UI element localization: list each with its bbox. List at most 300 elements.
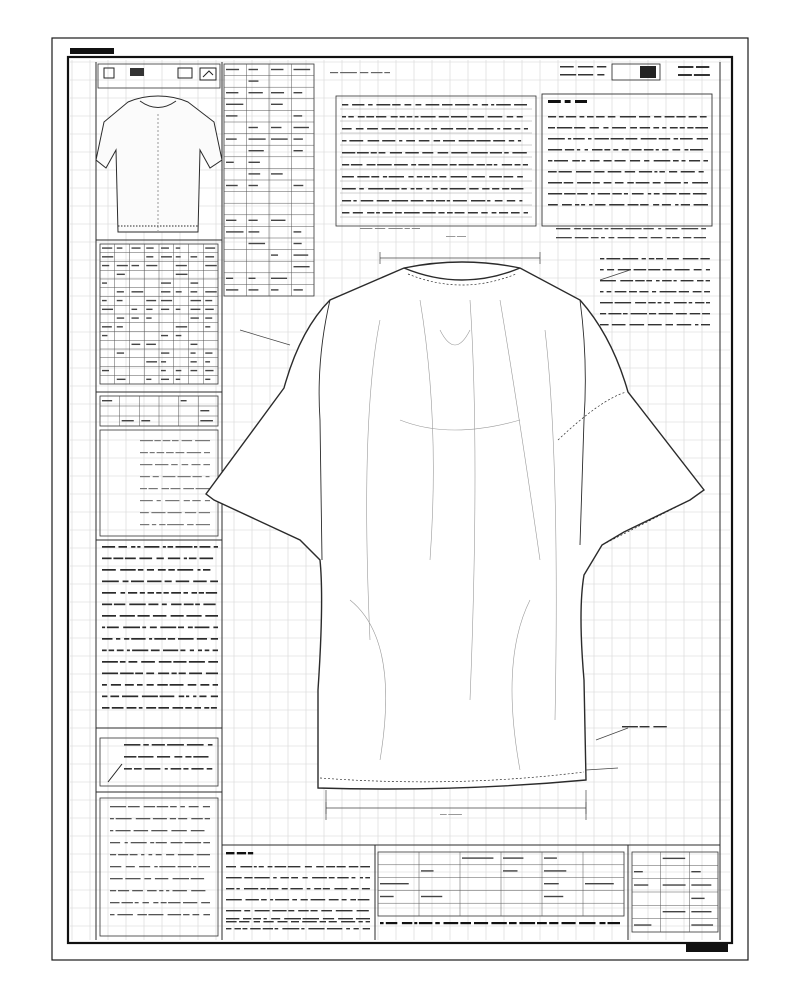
table-cell-mark	[132, 317, 139, 318]
text-mark	[338, 918, 353, 919]
text-mark	[630, 324, 645, 325]
text-mark	[418, 164, 429, 166]
text-mark	[150, 627, 157, 629]
text-mark	[366, 921, 370, 922]
text-mark	[267, 888, 278, 889]
text-mark	[706, 280, 710, 281]
text-mark	[303, 877, 308, 878]
text-mark	[639, 171, 652, 173]
text-mark	[176, 581, 190, 583]
text-mark	[654, 160, 671, 162]
text-mark	[448, 814, 462, 815]
text-mark	[662, 204, 671, 206]
table-cell-mark	[294, 231, 302, 232]
text-mark	[554, 160, 568, 162]
text-mark	[577, 193, 588, 195]
text-mark	[509, 140, 514, 142]
text-mark	[611, 228, 623, 229]
text-mark	[192, 500, 200, 501]
text-mark	[162, 604, 167, 606]
text-mark	[186, 696, 189, 698]
text-mark	[556, 228, 570, 229]
text-mark	[654, 171, 657, 173]
text-mark	[112, 707, 124, 709]
table-cell-mark	[117, 265, 128, 266]
text-mark	[702, 313, 710, 314]
text-mark	[147, 581, 161, 583]
text-mark	[600, 313, 606, 314]
table-cell-mark	[663, 911, 686, 912]
table-cell-mark	[271, 92, 284, 93]
text-mark	[672, 237, 679, 238]
table-cell-mark	[226, 162, 234, 163]
text-mark	[360, 228, 372, 229]
text-mark	[110, 806, 126, 807]
text-mark	[148, 592, 155, 594]
text-mark	[634, 269, 647, 270]
text-mark	[504, 176, 514, 178]
table-cell-mark	[161, 379, 169, 380]
table-cell-mark	[191, 361, 197, 362]
text-mark	[581, 204, 585, 206]
text-mark	[524, 212, 528, 214]
text-mark	[384, 72, 390, 73]
table-cell-mark	[102, 300, 107, 301]
text-mark	[326, 866, 335, 867]
text-mark	[439, 176, 446, 178]
table-cell-mark	[691, 871, 700, 872]
text-mark	[425, 128, 430, 130]
text-mark	[226, 910, 241, 911]
measurement-table-a	[224, 64, 314, 296]
text-mark	[618, 237, 635, 238]
text-mark	[192, 592, 198, 594]
text-mark	[607, 291, 612, 292]
text-mark	[604, 149, 610, 151]
text-mark	[191, 830, 205, 831]
text-mark	[128, 592, 137, 594]
table-cell-mark	[205, 361, 210, 362]
text-mark	[548, 127, 555, 129]
text-mark	[388, 228, 402, 229]
text-mark	[653, 726, 666, 727]
text-mark	[144, 878, 151, 879]
table-cell-mark	[205, 300, 212, 301]
text-mark	[127, 650, 130, 652]
text-mark	[136, 818, 151, 819]
text-mark	[291, 877, 298, 878]
table-cell-mark	[102, 256, 113, 257]
text-mark	[519, 922, 535, 924]
text-mark	[444, 922, 459, 924]
text-mark	[183, 902, 197, 903]
text-mark	[168, 638, 175, 640]
text-mark	[179, 673, 186, 675]
text-mark	[214, 546, 218, 548]
text-mark	[392, 104, 400, 106]
text-mark	[122, 696, 138, 698]
text-mark	[416, 188, 422, 190]
text-mark	[194, 546, 197, 548]
text-mark	[367, 164, 376, 166]
table-cell-mark	[132, 291, 144, 292]
text-mark	[185, 707, 191, 709]
text-mark	[433, 188, 438, 190]
text-mark	[301, 928, 304, 929]
text-mark	[178, 866, 192, 867]
text-mark	[548, 116, 556, 118]
text-mark	[609, 237, 615, 238]
text-mark	[163, 440, 171, 441]
text-mark	[129, 661, 138, 663]
text-mark	[639, 237, 648, 238]
text-mark	[139, 707, 143, 709]
text-mark	[154, 866, 157, 867]
table-cell-mark	[249, 69, 258, 70]
table-cell-mark	[226, 138, 237, 139]
text-mark	[270, 899, 273, 900]
text-mark	[630, 160, 640, 162]
table-cell-mark	[102, 370, 109, 371]
table-cell-mark	[176, 309, 181, 310]
text-mark	[131, 842, 147, 843]
text-mark	[360, 72, 368, 73]
text-mark	[173, 890, 187, 891]
text-mark	[377, 200, 389, 202]
text-mark	[177, 569, 193, 571]
text-mark	[172, 673, 177, 675]
text-mark	[184, 592, 189, 594]
text-mark	[612, 324, 626, 325]
text-mark	[615, 160, 626, 162]
text-mark	[664, 182, 681, 184]
text-mark	[678, 66, 693, 68]
text-mark	[665, 116, 675, 118]
text-mark	[349, 866, 359, 867]
table-cell-mark	[141, 420, 150, 421]
text-mark	[380, 922, 384, 924]
text-mark	[689, 302, 693, 303]
text-mark	[178, 476, 191, 477]
text-mark	[585, 149, 588, 151]
text-mark	[362, 888, 370, 889]
text-mark	[442, 104, 453, 106]
left-header-icon-b	[130, 68, 144, 76]
table-cell-mark	[544, 883, 559, 884]
text-mark	[562, 922, 576, 924]
text-mark	[188, 684, 197, 686]
text-mark	[495, 200, 503, 202]
text-mark	[625, 171, 635, 173]
text-mark	[656, 280, 660, 281]
text-mark	[102, 673, 118, 675]
table-cell-mark	[226, 69, 239, 70]
text-mark	[594, 171, 604, 173]
text-mark	[200, 558, 214, 560]
text-mark	[311, 910, 318, 911]
table-cell-mark	[146, 265, 157, 266]
text-mark	[237, 852, 246, 854]
text-mark	[200, 684, 209, 686]
table-cell-mark	[146, 309, 152, 310]
text-mark	[669, 171, 677, 173]
text-mark	[363, 928, 370, 929]
text-mark	[137, 546, 140, 548]
text-mark	[648, 302, 655, 303]
text-mark	[178, 854, 194, 855]
text-mark	[152, 524, 156, 525]
text-mark	[368, 188, 383, 190]
text-mark	[102, 707, 110, 709]
text-mark	[271, 918, 280, 919]
text-mark	[226, 866, 236, 867]
text-mark	[110, 830, 113, 831]
text-mark	[307, 888, 311, 889]
text-mark	[681, 228, 698, 229]
table-cell-mark	[226, 289, 238, 290]
text-mark	[342, 116, 346, 118]
text-mark	[504, 152, 509, 154]
table-cell-mark	[226, 104, 243, 105]
text-mark	[211, 707, 217, 709]
text-mark	[682, 160, 686, 162]
text-mark	[632, 193, 644, 195]
text-mark	[683, 258, 699, 259]
text-mark	[656, 149, 659, 151]
text-mark	[243, 918, 251, 919]
text-mark	[684, 182, 688, 184]
text-mark	[408, 176, 413, 178]
text-mark	[487, 200, 490, 202]
text-mark	[471, 152, 488, 154]
text-mark	[178, 627, 184, 629]
text-mark	[124, 638, 129, 640]
text-mark	[349, 140, 363, 142]
table-cell-mark	[181, 400, 187, 401]
text-mark	[208, 744, 213, 746]
text-mark	[168, 569, 175, 571]
table-cell-mark	[663, 858, 686, 859]
table-cell-mark	[294, 138, 303, 139]
text-mark	[239, 921, 249, 922]
text-mark	[254, 866, 257, 867]
text-mark	[157, 806, 169, 807]
text-mark	[171, 842, 183, 843]
text-mark	[451, 176, 467, 178]
text-mark	[423, 212, 436, 214]
text-mark	[102, 638, 113, 640]
text-mark	[577, 182, 591, 184]
text-mark	[132, 650, 148, 652]
text-mark	[694, 204, 708, 206]
text-mark	[102, 604, 112, 606]
table-cell-mark	[146, 256, 153, 257]
text-mark	[102, 684, 107, 686]
text-mark	[210, 581, 218, 583]
text-mark	[145, 768, 161, 770]
text-mark	[203, 806, 210, 807]
text-mark	[171, 488, 181, 489]
text-mark	[165, 500, 179, 501]
text-mark	[667, 237, 671, 238]
text-mark	[171, 592, 181, 594]
text-mark	[432, 164, 448, 166]
text-mark	[447, 212, 453, 214]
text-mark	[455, 104, 470, 106]
text-mark	[206, 592, 217, 594]
text-mark	[518, 140, 521, 142]
text-mark	[192, 464, 201, 465]
text-mark	[583, 228, 592, 229]
text-mark	[110, 818, 114, 819]
text-mark	[111, 684, 121, 686]
text-mark	[548, 160, 552, 162]
text-mark	[492, 188, 499, 190]
text-mark	[368, 104, 373, 106]
text-mark	[658, 228, 661, 229]
text-mark	[695, 127, 708, 129]
text-mark	[414, 922, 417, 924]
text-mark	[379, 152, 386, 154]
text-mark	[566, 116, 576, 118]
table-cell-mark	[271, 289, 278, 290]
text-mark	[150, 842, 154, 843]
table-cell-mark	[294, 266, 310, 267]
text-mark	[644, 149, 654, 151]
text-mark	[470, 116, 484, 118]
bottom-black-bar	[686, 944, 728, 952]
text-mark	[582, 160, 586, 162]
text-mark	[482, 188, 489, 190]
text-mark	[206, 673, 218, 675]
text-mark	[183, 488, 194, 489]
text-mark	[176, 546, 193, 548]
text-mark	[329, 899, 339, 900]
text-mark	[342, 164, 349, 166]
text-mark	[411, 200, 424, 202]
text-mark	[492, 212, 497, 214]
text-mark	[519, 200, 522, 202]
table-cell-mark	[205, 379, 210, 380]
text-mark	[565, 149, 574, 151]
table-cell-mark	[226, 115, 237, 116]
text-mark	[342, 188, 356, 190]
text-mark	[593, 228, 602, 229]
table-cell-mark	[102, 335, 107, 336]
text-mark	[185, 512, 196, 513]
text-mark	[426, 104, 440, 106]
text-mark	[168, 512, 182, 513]
text-mark	[605, 228, 609, 229]
text-mark	[110, 890, 116, 891]
text-mark	[591, 193, 595, 195]
text-mark	[159, 866, 175, 867]
text-mark	[243, 928, 248, 929]
text-mark	[548, 138, 565, 140]
text-mark	[173, 878, 189, 879]
text-mark	[110, 696, 119, 698]
text-mark	[559, 116, 564, 118]
text-mark	[639, 116, 650, 118]
text-mark	[193, 756, 208, 758]
text-mark	[342, 200, 351, 202]
text-mark	[644, 160, 649, 162]
text-mark	[564, 182, 574, 184]
text-mark	[253, 918, 261, 919]
text-mark	[193, 476, 202, 477]
text-mark	[163, 476, 176, 477]
text-mark	[438, 152, 449, 154]
table-cell-mark	[117, 274, 125, 275]
table-cell-mark	[161, 370, 166, 371]
text-mark	[193, 914, 200, 915]
text-mark	[140, 452, 148, 453]
text-mark	[377, 164, 392, 166]
table-cell-mark	[102, 247, 112, 248]
text-mark	[421, 116, 436, 118]
text-mark	[134, 768, 142, 770]
text-mark	[481, 212, 487, 214]
text-mark	[157, 756, 170, 758]
text-mark	[204, 452, 210, 453]
text-mark	[102, 558, 112, 560]
text-mark	[627, 182, 634, 184]
text-mark	[649, 313, 656, 314]
text-mark	[580, 116, 585, 118]
text-mark	[401, 188, 406, 190]
text-mark	[478, 128, 494, 130]
text-mark	[368, 140, 380, 142]
text-mark	[305, 866, 312, 867]
text-mark	[125, 558, 136, 560]
text-mark	[246, 899, 259, 900]
text-mark	[371, 72, 383, 73]
text-mark	[548, 204, 558, 206]
table-cell-mark	[161, 300, 172, 301]
text-mark	[272, 910, 286, 911]
text-mark	[689, 116, 697, 118]
text-mark	[665, 228, 677, 229]
table-cell-mark	[161, 352, 169, 353]
text-mark	[663, 269, 672, 270]
table-cell-mark	[294, 150, 303, 151]
table-cell-mark	[176, 379, 180, 380]
text-mark	[358, 116, 365, 118]
text-mark	[198, 650, 202, 652]
text-mark	[608, 922, 621, 924]
text-mark	[438, 212, 444, 214]
text-mark	[460, 922, 471, 924]
text-mark	[157, 500, 161, 501]
text-mark	[329, 921, 337, 922]
text-mark	[199, 592, 204, 594]
text-mark	[604, 160, 612, 162]
table-cell-mark	[176, 274, 188, 275]
text-mark	[648, 193, 651, 195]
text-mark	[371, 176, 379, 178]
text-mark	[456, 128, 466, 130]
text-mark	[158, 673, 169, 675]
text-mark	[125, 842, 128, 843]
text-mark	[158, 707, 169, 709]
text-mark	[693, 291, 702, 292]
table-cell-mark	[249, 185, 258, 186]
text-mark	[690, 313, 701, 314]
text-mark	[161, 902, 167, 903]
table-cell-mark	[176, 247, 180, 248]
text-mark	[450, 188, 466, 190]
table-cell-mark	[132, 344, 141, 345]
